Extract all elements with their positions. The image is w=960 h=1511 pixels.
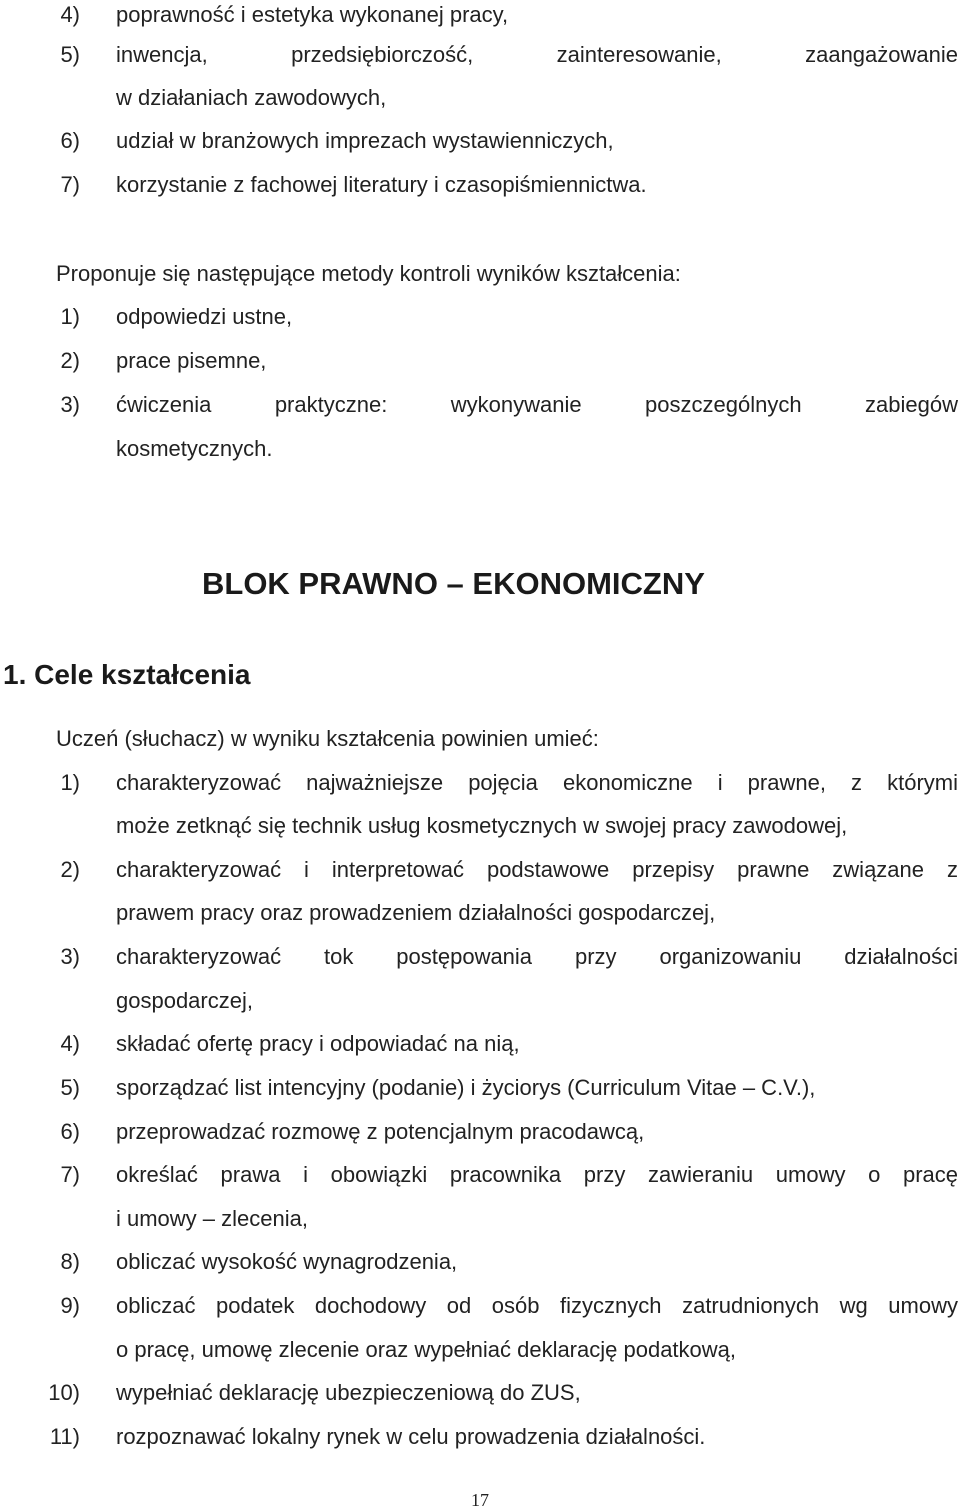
list-text: obliczać podatek dochodowy od osób fizycznych zatrudnionych wg umowy	[116, 1293, 958, 1318]
list-text: korzystanie z fachowej literatury i czasopiśmiennictwa.	[116, 172, 647, 197]
list-text: ćwiczenia praktyczne: wykonywanie poszczególnych zabiegów	[116, 392, 958, 417]
list-text: inwencja, przedsiębiorczość, zainteresowanie, zaangażowanie	[116, 42, 958, 67]
list-number: 1)	[60, 770, 80, 795]
list-text: sporządzać list intencyjny (podanie) i życiorys (Curriculum Vitae – C.V.),	[116, 1075, 816, 1100]
list-text: określać prawa i obowiązki pracownika przy zawieraniu umowy o pracę	[116, 1162, 958, 1187]
block-title: BLOK PRAWNO – EKONOMICZNY	[202, 566, 705, 601]
list-text-continuation: prawem pracy oraz prowadzeniem działalności gospodarczej,	[116, 900, 716, 925]
list-number: 7)	[60, 172, 80, 197]
section-intro: Uczeń (słuchacz) w wyniku kształcenia powinien umieć:	[56, 726, 599, 751]
list-number: 5)	[60, 42, 80, 67]
list-text: przeprowadzać rozmowę z potencjalnym pracodawcą,	[116, 1119, 645, 1144]
list-number: 2)	[60, 857, 80, 882]
list-text-continuation: i umowy – zlecenia,	[116, 1206, 308, 1231]
list-number: 6)	[60, 128, 80, 153]
list-number: 4)	[60, 2, 80, 27]
list-number: 8)	[60, 1249, 80, 1274]
list-number: 2)	[60, 348, 80, 373]
list-text: charakteryzować tok postępowania przy organizowaniu działalności	[116, 944, 958, 969]
list-number: 4)	[60, 1031, 80, 1056]
section-title: 1. Cele kształcenia	[3, 659, 251, 690]
methods-intro: Proponuje się następujące metody kontroli wyników kształcenia:	[56, 261, 681, 286]
list-number: 11)	[49, 1424, 80, 1449]
list-text-continuation: w działaniach zawodowych,	[116, 85, 387, 110]
list-text: rozpoznawać lokalny rynek w celu prowadzenia działalności.	[116, 1424, 706, 1449]
list-number: 3)	[60, 392, 80, 417]
list-number: 7)	[60, 1162, 80, 1187]
list-text: udział w branżowych imprezach wystawienniczych,	[116, 128, 614, 153]
list-text: składać ofertę pracy i odpowiadać na nią,	[116, 1031, 520, 1056]
list-number: 3)	[60, 944, 80, 969]
list-number: 5)	[60, 1075, 80, 1100]
list-text-continuation: może zetknąć się technik usług kosmetycznych w swojej pracy zawodowej,	[116, 813, 848, 838]
list-text: prace pisemne,	[116, 348, 267, 373]
list-text: odpowiedzi ustne,	[116, 304, 293, 329]
list-text: charakteryzować najważniejsze pojęcia ekonomiczne i prawne, z którymi	[116, 770, 958, 795]
list-number: 10)	[48, 1380, 80, 1405]
page-number: 17	[471, 1490, 489, 1510]
list-text: charakteryzować i interpretować podstawowe przepisy prawne związane z	[116, 857, 958, 882]
list-number: 6)	[60, 1119, 80, 1144]
list-text: wypełniać deklarację ubezpieczeniową do ZUS,	[116, 1380, 581, 1405]
list-text-continuation: o pracę, umowę zlecenie oraz wypełniać deklarację podatkową,	[116, 1337, 737, 1362]
list-number: 1)	[60, 304, 80, 329]
list-text: poprawność i estetyka wykonanej pracy,	[116, 2, 509, 27]
list-text: obliczać wysokość wynagrodzenia,	[116, 1249, 458, 1274]
list-text-continuation: gospodarczej,	[116, 988, 253, 1013]
list-number: 9)	[60, 1293, 80, 1318]
list-text-continuation: kosmetycznych.	[116, 436, 273, 461]
